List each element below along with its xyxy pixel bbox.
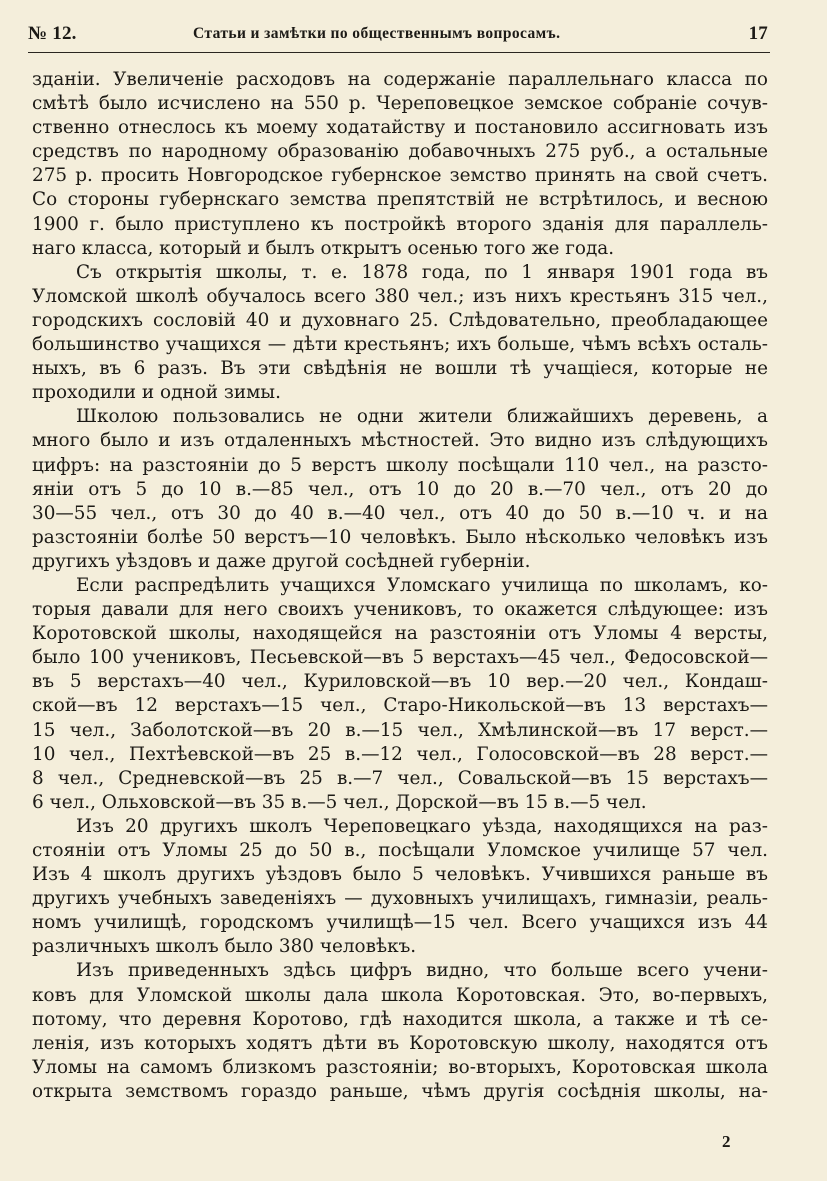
text-line: ской—въ 12 верстахъ—15 чел., Старо-Никольской—въ 13 верстахъ—	[32, 695, 768, 717]
text-line: было 100 учениковъ, Песьевской—въ 5 верстахъ—45 чел., Федосовской—	[32, 647, 768, 669]
text-line: 6 чел., Ольховской—въ 35 в.—5 чел., Дорской—въ 15 в.—5 чел.	[32, 791, 647, 813]
issue-number: № 12.	[28, 23, 77, 44]
text-line: Изъ 20 другихъ школъ Череповецкаго уѣзда, находящихся на раз-	[76, 815, 768, 837]
text-line: разстояніи болѣе 50 верстъ—10 человѣкъ. Было нѣсколько человѣкъ изъ	[32, 526, 768, 548]
running-header	[28, 18, 768, 48]
text-line: проходили и одной зимы.	[32, 382, 281, 404]
text-line: Со стороны губернскаго земства препятствій не встрѣтилось, и весною	[32, 189, 768, 211]
text-line: городскихъ сословій 40 и духовнаго 25. Слѣдовательно, преобладающее	[32, 309, 768, 331]
text-line: стояніи отъ Уломы 25 до 50 в., посѣщали Уломское училище 57 чел.	[32, 840, 768, 861]
text-line: много было и изъ отдаленныхъ мѣстностей. Это видно изъ слѣдующихъ	[32, 430, 768, 452]
text-line: торыя давали для него своихъ учениковъ, то окажется слѣдующее: изъ	[32, 599, 768, 621]
text-line: 30—55 чел., отъ 30 до 40 в.—40 чел., отъ 40 до 50 в.—10 ч. и на	[32, 502, 768, 524]
text-line: большинство учащихся — дѣти крестьянъ; ихъ больше, чѣмъ всѣхъ осталь-	[32, 334, 768, 356]
text-line: 1900 г. было приступлено къ постройкѣ второго зданія для параллель-	[32, 213, 768, 235]
text-line: 15 чел., Заболотской—въ 20 в.—15 чел., Хмѣлинской—въ 17 верст.—	[32, 719, 768, 741]
text-line: наго класса, который и былъ открытъ осенью того же года.	[32, 237, 615, 259]
text-line: ковъ для Уломской школы дала школа Коротовская. Это, во-первыхъ,	[32, 984, 768, 1006]
text-line: Школою пользовались не одни жители ближайшихъ деревень, а	[76, 406, 768, 428]
text-line: зданіи. Увеличеніе расходовъ на содержаніе параллельнаго класса по	[32, 69, 768, 90]
text-line: Уломской школѣ обучалось всего 380 чел.; изъ нихъ крестьянъ 315 чел.,	[32, 285, 768, 307]
text-line: открыта земствомъ гораздо раньше, чѣмъ другія сосѣднія школы, на-	[32, 1080, 768, 1102]
text-line: 8 чел., Средневской—въ 25 в.—7 чел., Совальской—въ 15 верстахъ—	[32, 767, 768, 789]
signature-mark: 2	[722, 1132, 731, 1151]
text-line: въ 5 верстахъ—40 чел., Куриловской—въ 10 вер.—20 чел., Кондаш-	[32, 671, 768, 693]
text-line: другихъ учебныхъ заведеніяхъ — духовныхъ училищахъ, гимназіи, реаль-	[32, 888, 768, 910]
text-line: ленія, изъ которыхъ ходятъ дѣти въ Коротовскую школу, находятся отъ	[32, 1032, 768, 1054]
text-line: различныхъ школъ было 380 человѣкъ.	[32, 936, 417, 958]
text-line: Изъ 4 школъ другихъ уѣздовъ было 5 человѣкъ. Учившихся раньше въ	[32, 864, 768, 886]
text-line: 275 р. просить Новгородское губернское земство принять на свой счетъ.	[32, 165, 768, 187]
text-line: Коротовской школы, находящейся на разстояніи отъ Уломы 4 версты,	[32, 623, 768, 645]
text-line: ственно отнеслось къ моему ходатайству и постановило ассигновать изъ	[32, 117, 768, 139]
text-line: яніи отъ 5 до 10 в.—85 чел., отъ 10 до 20 в.—70 чел., отъ 20 до	[32, 478, 768, 500]
section-title: Статьи и замѣтки по общественнымъ вопросамъ.	[193, 25, 561, 42]
text-line: Если распредѣлить учащихся Уломскаго училища по школамъ, ко-	[76, 574, 768, 596]
text-line: другихъ уѣздовъ и даже другой сосѣдней губерніи.	[32, 550, 531, 572]
text-line: 10 чел., Пехтѣевской—въ 25 в.—12 чел., Голосовской—въ 28 верст.—	[32, 743, 768, 765]
text-line: Съ открытія школы, т. е. 1878 года, по 1 января 1901 года въ	[76, 261, 768, 283]
text-line: цифръ: на разстояніи до 5 верстъ школу посѣщали 110 чел., на разсто-	[32, 454, 768, 476]
header-rule	[28, 52, 770, 53]
text-line: смѣтѣ было исчислено на 550 р. Череповецкое земское собраніе сочув-	[32, 93, 768, 115]
text-line: номъ училищѣ, городскомъ училищѣ—15 чел. Всего учащихся изъ 44	[32, 912, 768, 934]
text-line: Уломы на самомъ близкомъ разстояніи; во-вторыхъ, Коротовская школа	[32, 1056, 768, 1078]
text-line: ныхъ, въ 6 разъ. Въ эти свѣдѣнія не вошли тѣ учащіеся, которые не	[32, 358, 768, 380]
text-line: Изъ приведенныхъ здѣсь цифръ видно, что больше всего учени-	[76, 960, 768, 982]
text-line: потому, что деревня Коротово, гдѣ находится школа, а также и тѣ се-	[32, 1008, 768, 1030]
page-number: 17	[748, 23, 768, 44]
body-text	[32, 68, 768, 1104]
text-line: средствъ по народному образованію добавочныхъ 275 руб., а остальные	[32, 141, 768, 163]
